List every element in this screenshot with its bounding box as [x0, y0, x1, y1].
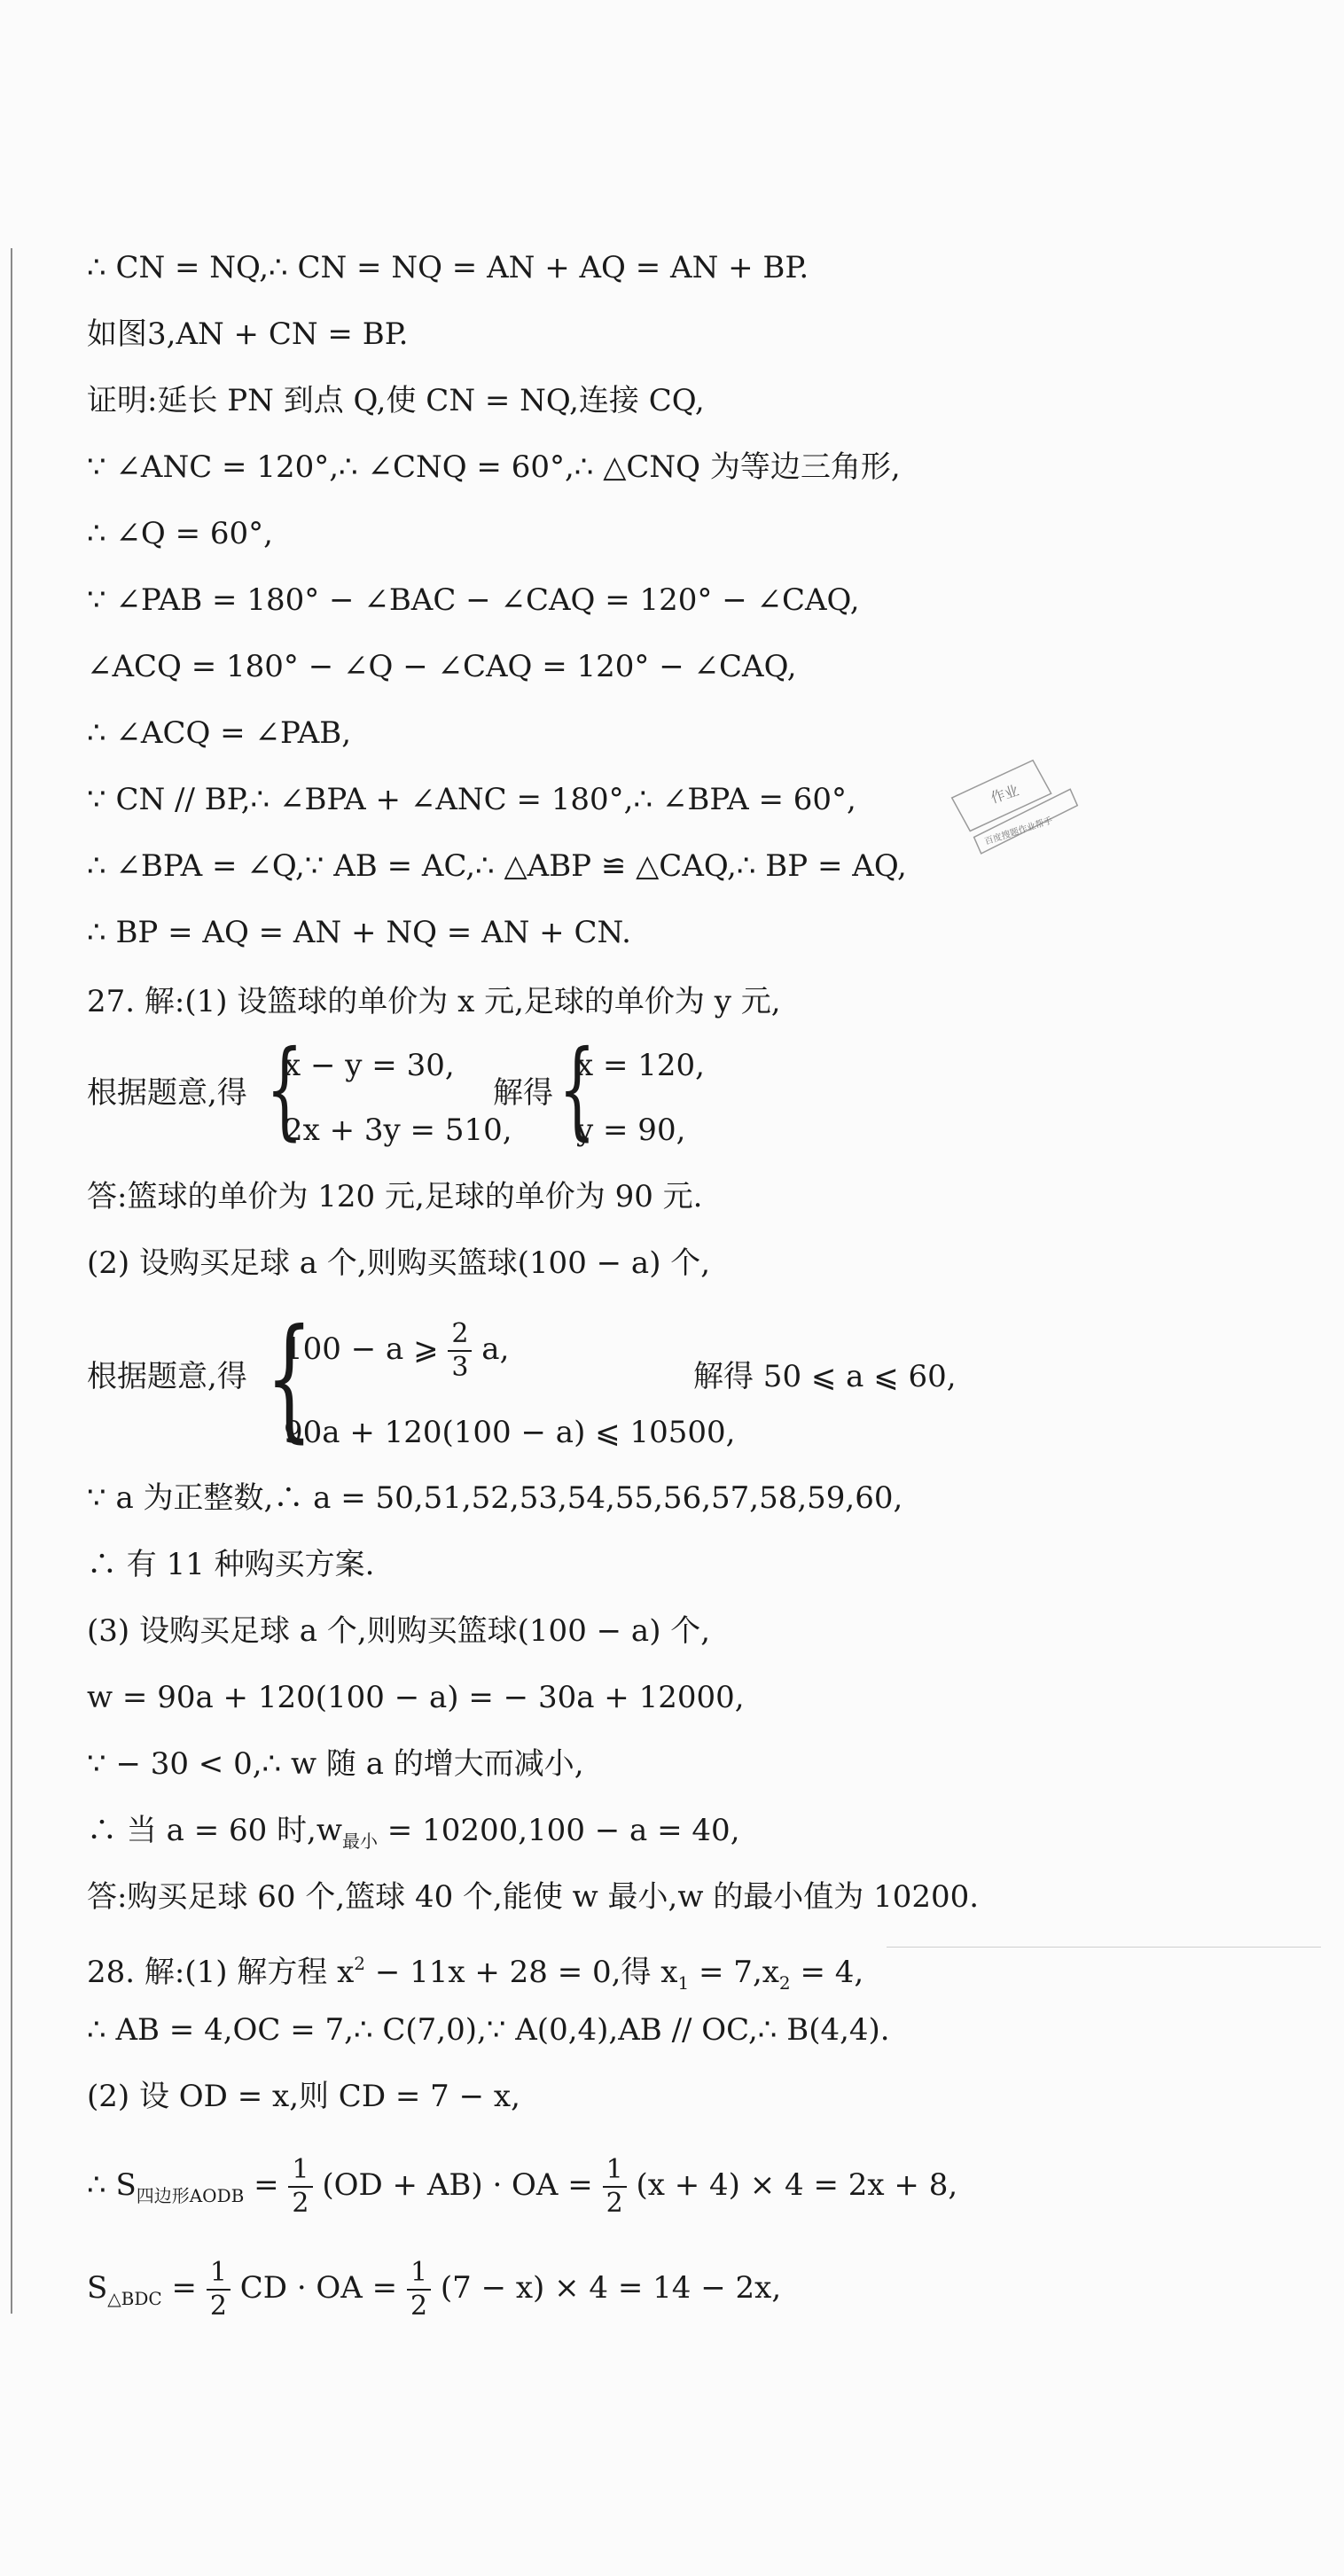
- inequality-text: 100 − a ⩾: [284, 1331, 439, 1367]
- label-text: 解得 50 ⩽ a ⩽ 60,: [693, 1359, 957, 1394]
- fraction: [288, 2154, 312, 2219]
- watermark-stamp: [940, 753, 1082, 860]
- text-line: ∴ CN = NQ,∴ CN = NQ = AN + AQ = AN + BP.: [87, 250, 809, 285]
- fraction: [207, 2257, 231, 2322]
- text-line: ∠ACQ = 180° − ∠Q − ∠CAQ = 120° − ∠CAQ,: [87, 649, 797, 684]
- left-margin-rule: [11, 248, 12, 2314]
- text-line: 证明:延长 PN 到点 Q,使 CN = NQ,连接 CQ,: [87, 383, 705, 418]
- label-text: 根据题意,得: [87, 1075, 247, 1111]
- fraction: [603, 2154, 627, 2219]
- fraction-numerator: 1: [603, 2157, 627, 2188]
- subscript: 最小: [341, 1831, 378, 1852]
- area-equation-line: [87, 2257, 781, 2330]
- fraction-denominator: 2: [606, 2188, 623, 2219]
- text-segment: =: [244, 2167, 289, 2203]
- text-line: ∴ ∠BPA = ∠Q,∵ AB = AC,∴ △ABP ≌ △CAQ,∴ BP = AQ,: [87, 848, 907, 884]
- text-segment: S: [87, 2270, 108, 2306]
- equation-line: y = 90,: [576, 1112, 686, 1148]
- text-line: 答:篮球的单价为 120 元,足球的单价为 90 元.: [87, 1179, 703, 1214]
- text-segment: = 10200,100 − a = 40,: [377, 1813, 740, 1848]
- text-line: [87, 1813, 740, 1859]
- text-line: 如图3,AN + CN = BP.: [87, 316, 409, 352]
- subscript: 四边形AODB: [136, 2185, 245, 2206]
- text-line: ∴ ∠ACQ = ∠PAB,: [87, 715, 352, 751]
- text-segment: 28. 解:(1) 解方程 x: [87, 1955, 355, 1990]
- text-segment: ∴ S: [87, 2167, 137, 2203]
- stamp-bottom-text: 百度搜题作业帮手: [983, 816, 1054, 847]
- text-line: [87, 1946, 863, 2001]
- inequality-text: a,: [481, 1331, 510, 1367]
- equation-line: x − y = 30,: [284, 1048, 455, 1083]
- fraction-denominator: 2: [209, 2291, 227, 2322]
- fraction-denominator: 2: [292, 2188, 309, 2219]
- scan-divider: [887, 1947, 1321, 1948]
- text-line: (3) 设购买足球 a 个,则购买篮球(100 − a) 个,: [87, 1613, 711, 1649]
- text-line: ∴ ∠Q = 60°,: [87, 516, 273, 551]
- text-segment: =: [161, 2270, 207, 2306]
- text-segment: = 4,: [790, 1955, 864, 1990]
- left-brace: {: [266, 1028, 303, 1151]
- fraction: [448, 1318, 472, 1383]
- text-line: ∵ − 30 < 0,∴ w 随 a 的增大而减小,: [87, 1746, 584, 1782]
- text-segment: − 11x + 28 = 0,得 x: [365, 1955, 678, 1990]
- left-brace: {: [266, 1301, 313, 1456]
- area-equation-line: [87, 2154, 957, 2227]
- text-line: 27. 解:(1) 设篮球的单价为 x 元,足球的单价为 y 元,: [87, 984, 781, 1019]
- text-segment: (OD + AB) · OA =: [322, 2167, 603, 2203]
- equation-line: x = 120,: [576, 1048, 705, 1083]
- left-brace: {: [559, 1028, 596, 1151]
- label-text: 解得: [493, 1075, 553, 1111]
- text-segment: ∴ 当 a = 60 时,w: [87, 1813, 342, 1848]
- label-text: 根据题意,得: [87, 1359, 247, 1394]
- text-line: 答:购买足球 60 个,篮球 40 个,能使 w 最小,w 的最小值为 10200.: [87, 1879, 980, 1915]
- text-line: (2) 设购买足球 a 个,则购买篮球(100 − a) 个,: [87, 1245, 711, 1281]
- inequality-line: 90a + 120(100 − a) ⩽ 10500,: [284, 1415, 736, 1450]
- subscript: 2: [778, 1972, 791, 1994]
- text-segment: CD · OA =: [239, 2270, 407, 2306]
- stamp-top-text: 作业: [988, 781, 1021, 807]
- text-segment: = 7,x: [689, 1955, 779, 1990]
- text-line: ∴ 有 11 种购买方案.: [87, 1547, 375, 1582]
- subscript: 1: [677, 1972, 690, 1994]
- fraction-denominator: 2: [410, 2291, 428, 2322]
- text-segment: (7 − x) × 4 = 14 − 2x,: [440, 2270, 782, 2306]
- inequality-line: [284, 1318, 510, 1383]
- text-line: w = 90a + 120(100 − a) = − 30a + 12000,: [87, 1680, 745, 1715]
- text-line: ∴ AB = 4,OC = 7,∴ C(7,0),∵ A(0,4),AB // OC,∴ B(4,4).: [87, 2012, 890, 2048]
- text-line: ∵ a 为正整数,∴ a = 50,51,52,53,54,55,56,57,58,59,60,: [87, 1480, 903, 1516]
- text-line: ∴ BP = AQ = AN + NQ = AN + CN.: [87, 915, 631, 950]
- fraction: [407, 2257, 431, 2322]
- subscript: △BDC: [107, 2288, 162, 2309]
- fraction-denominator: 3: [451, 1352, 469, 1383]
- text-line: ∵ ∠PAB = 180° − ∠BAC − ∠CAQ = 120° − ∠CAQ,: [87, 582, 860, 618]
- fraction-numerator: 1: [288, 2157, 312, 2188]
- fraction-numerator: 2: [448, 1321, 472, 1352]
- superscript: 2: [354, 1953, 366, 1974]
- text-line: ∵ ∠ANC = 120°,∴ ∠CNQ = 60°,∴ △CNQ 为等边三角形,: [87, 449, 901, 485]
- text-line: ∵ CN // BP,∴ ∠BPA + ∠ANC = 180°,∴ ∠BPA = 60°,: [87, 782, 856, 817]
- text-line: (2) 设 OD = x,则 CD = 7 − x,: [87, 2079, 520, 2114]
- fraction-numerator: 1: [207, 2260, 231, 2291]
- fraction-numerator: 1: [407, 2260, 431, 2291]
- equation-line: 2x + 3y = 510,: [284, 1112, 512, 1148]
- text-segment: (x + 4) × 4 = 2x + 8,: [636, 2167, 958, 2203]
